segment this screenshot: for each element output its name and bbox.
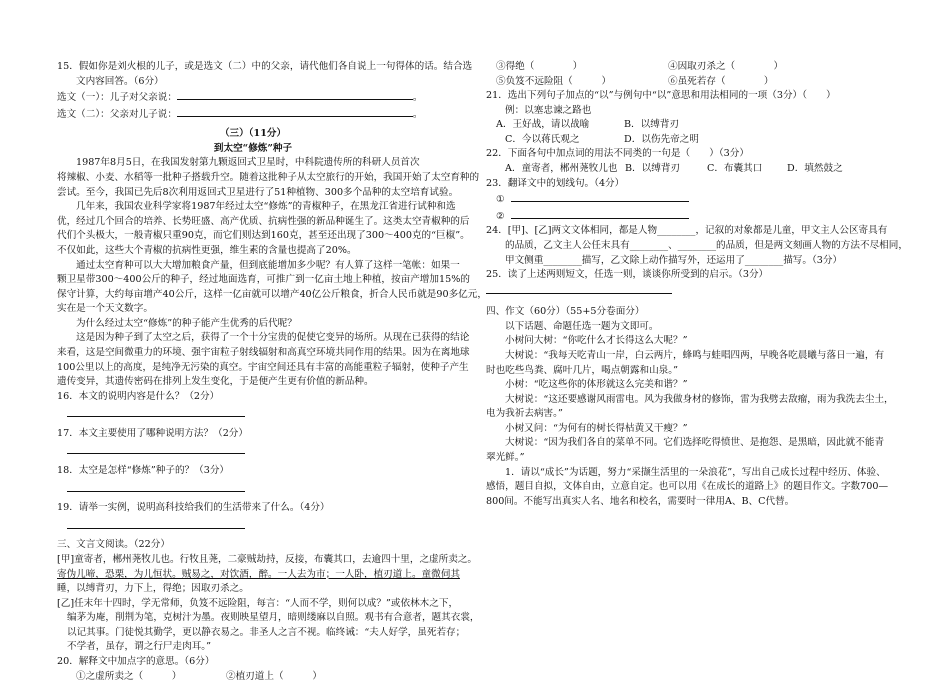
q20-item: ⑤负笈不远险阻（ ） <box>496 75 612 87</box>
text-yi-line: 编茅为庵，削荆为笔，克树汁为墨。夜则映星望月，暗则缕麻以自照。观书有合意者，题其衣裳， <box>67 612 480 624</box>
article-para-line: 优，经过几个回合的培养、长势旺盛、高产优质、抗病性强的新品种诞生了。这类太空青椒种的后 <box>57 215 470 227</box>
q20-items-row <box>486 60 886 75</box>
composition-line: 感悟，题目自拟，文体自由，立意自定。也可以用《在成长的道路上》的题目作文。字数700— <box>486 481 889 493</box>
q15-son-answer-row <box>57 89 449 106</box>
article-para-line: 这是因为种子到了太空之后，获得了一个十分宝贵的促使它变异的场所。从现在已获得的结论 <box>76 332 470 344</box>
q21-option[interactable]: B．以缚背刃 <box>624 119 680 131</box>
q15-text-cont: 文内容回答。（6分） <box>76 75 164 87</box>
composition-line: 1．请以“成长”为话题，努力“采撷生活里的一朵浪花”，写出自己成长过程中经历、体验、 <box>505 466 886 478</box>
q15-father-label: 选文（二）：父亲对儿子说： <box>57 108 177 120</box>
q21-option[interactable]: C．今以蒋氏观之 <box>505 133 580 145</box>
article-para-line: 通过太空育种可以大大增加粮食产量，但到底能增加多少呢？有人算了这样一笔帐：如果一 <box>76 259 460 271</box>
text-jia-line: 寄伪儿啼，恐栗，为儿恒状。贼易之，对饮酒，醉。一人去为市；一人卧，植刃道上。童微伺其 <box>57 568 460 580</box>
q21-text: 21．选出下列句子加点的“以”与例句中“以”意思和用法相同的一项（3分）（ ） <box>486 90 836 102</box>
q15-son-answer-line[interactable] <box>177 89 413 100</box>
q21-option[interactable]: A．王好战，请以战喻 <box>496 119 590 131</box>
article-para-line: 100公里以上的高度，是纯净无污染的真空。宇宙空间还具有丰富的高能重粒子辐射，使种子产生 <box>57 361 469 373</box>
composition-intro: 以下话题、命题任选一题为文即可。 <box>505 320 659 332</box>
q20-item: ④因取刃杀之（ ） <box>668 61 784 72</box>
q17-text: 17．本文主要使用了哪种说明方法？（2分） <box>57 427 248 439</box>
text-yi-line: [乙]任末年十四时，学无常师，负笈不远险阻，每言：“人而不学，则何以成？”或依林木之下， <box>57 597 459 609</box>
composition-line: 小树又问：“为何有的树长得枯黄又干瘦？” <box>505 422 688 434</box>
article-para-line: 为什么经过太空“修炼”的种子能产生优秀的后代呢？ <box>76 317 297 329</box>
q19-text: 19．请举一实例，说明高科技给我们的生活带来了什么。（4分） <box>57 502 330 514</box>
q20-item: ③得绝（ ） <box>496 61 583 72</box>
q18-answer-line[interactable] <box>67 481 245 492</box>
q15-father-answer-row <box>57 106 449 123</box>
q15-father-answer-line[interactable] <box>177 106 413 117</box>
article-para-line: 实在是一个天文数字。 <box>57 303 153 315</box>
q21-option[interactable]: D．以伤先帝之明 <box>624 133 699 145</box>
q23-answer-line[interactable] <box>511 191 689 202</box>
q15-son-label: 选文（一）：儿子对父亲说： <box>57 92 177 104</box>
q23-mark: ② <box>496 210 505 222</box>
q20-text: 20．解释文中加点字的意思。（6分） <box>57 655 215 667</box>
article-para-line: 1987年8月5日，在我国发射第九颗返回式卫星时，中科院遗传所的科研人员首次 <box>76 157 420 169</box>
article-para-line: 来看，这是空间微重力的环境、强宇宙粒子射线辐射和高真空环境共同作用的结果。因为在离地球 <box>57 346 470 358</box>
composition-line: 小树：“吃这些你的体形就这么完美和谐？” <box>505 379 688 391</box>
article-para-line: 尝试。至今，我国已先后8次利用返回式卫星进行了51种植物、300多个品种的太空培育试验。 <box>57 186 459 198</box>
composition-line: 翠光鲜。” <box>486 452 525 464</box>
composition-line: 大树说：“我每天吃青山一岸，白云两片，蜂鸣与蛙唱四两，早晚各吃晨曦与落日一遍，有 <box>505 349 885 361</box>
q22-option[interactable]: B．以缚背刃 <box>625 163 681 175</box>
article-para-line: 将辣椒、小麦、水稻等一批种子搭载升空。随着这批种子从太空旅行的开始，我国开始了太空育种的 <box>57 172 480 184</box>
q24-text: 的品质，乙文主人公任末具有________、________的品质，但是两文刻画人物的方法不尽相同， <box>505 239 908 251</box>
composition-line: 大树说：“这还要感谢风雨雷电。风为我做身材的修饰，雷为我劈去敌瘤，雨为我洗去尘土， <box>505 393 894 405</box>
composition-heading: 四、作文（60分）（55+5分卷面分） <box>486 306 645 318</box>
q16-answer-line[interactable] <box>67 406 245 417</box>
composition-line: 小树问大树：“你吃什么才长得这么大呢？” <box>505 335 688 347</box>
q22-option[interactable]: D．填然鼓之 <box>787 163 843 175</box>
q20-item: ②植刃道上（ ） <box>226 670 322 682</box>
composition-line: 时也吃些鸟粪、腐叶几片，喝点朝露和山泉。” <box>486 364 678 376</box>
section3-heading: （三）（11分） <box>219 128 287 140</box>
q22-option[interactable]: A．童寄者，郴州荛牧儿也 <box>505 163 618 175</box>
q18-text: 18．太空是怎样“修炼”种子的？（3分） <box>57 465 230 477</box>
q16-text: 16．本文的说明内容是什么？（2分） <box>57 390 220 402</box>
article-para-line: 颗卫星带300～400公斤的种子，经过地面选育，可推广到一亿亩土地上种植，按亩产增加15%的 <box>57 274 470 286</box>
classical-heading: 三、文言文阅读。（22分） <box>57 539 170 551</box>
article-title: 到太空“修炼”种子 <box>213 142 293 154</box>
q20-item: ①之虚所卖之（ ） <box>76 670 182 682</box>
end-mark: 。 <box>412 92 423 104</box>
text-yi-line: 不学者，虽存，谓之行尸走肉耳。” <box>67 641 212 653</box>
q22-options-row <box>486 162 886 177</box>
q25-text: 25．读了上述两则短文，任选一则，谈谈你所受到的启示。（3分） <box>486 269 769 281</box>
q20-item: ⑥虽死若存（ ） <box>668 75 774 87</box>
left-column <box>57 60 487 684</box>
article-para-line: 代们个头极大，一般青椒只重90克，而它们则达到160克，甚至还出现了300～400克的“巨椒”。 <box>57 230 470 242</box>
article-para-line: 遗传变异，其遗传密码在排列上发生变化，于是便产生更有价值的新品种。 <box>57 376 374 388</box>
q23-text: 23．翻译文中的划线句。（4分） <box>486 177 625 189</box>
q17-answer-line[interactable] <box>67 443 245 454</box>
q24-text: 甲文侧重________描写，乙文除上动作描写外，还运用了________描写。（3分） <box>505 254 843 266</box>
article-para-line: 几年来，我国农业科学家将1987年经过太空“修炼”的青椒种子，在黑龙江省进行试种和选 <box>76 201 456 213</box>
q23-answer-line[interactable] <box>511 208 689 219</box>
article-para-line: 保守计算，大约每亩增产40公斤，这样一亿亩就可以增产40亿公斤粮食，折合人民币就是90多亿元， <box>57 288 487 300</box>
q23-answer-row <box>486 208 886 225</box>
right-column <box>486 60 908 509</box>
q23-mark: ① <box>496 194 505 206</box>
composition-line: 大树说：“因为我们各自的菜单不同。它们选择吃得愤世、是抱怨、是黑暗，因此就不能青 <box>505 437 885 449</box>
text-jia-line: [甲]童寄者，郴州荛牧儿也。行牧且荛，二豪贼劫持，反接，布囊其口，去逾四十里，之虚所卖之。 <box>57 553 478 565</box>
text-yi-line: 以记其事。门徒悦其勤学，更以静衣易之。非圣人之言不视。临终诫：“夫人好学，虽死若存； <box>67 626 466 638</box>
text-jia-line: 睡，以缚背刃，力下上，得绝；因取刃杀之。 <box>57 583 249 595</box>
q21-options-row <box>486 118 886 133</box>
q23-answer-row <box>486 191 886 208</box>
q21-example: 例：以塞忠谏之路也 <box>505 104 592 116</box>
composition-line: 电为我祈去病害。” <box>486 408 563 420</box>
end-mark: 。 <box>412 108 423 120</box>
article-para-line: 不仅如此，这些大个青椒的抗病性更强，维生素的含量也提高了20%。 <box>57 244 357 256</box>
composition-line: 800间。不能写出真实人名、地名和校名，需要时一律用A、B、C代替。 <box>486 495 795 507</box>
q19-answer-line[interactable] <box>67 518 245 529</box>
q22-option[interactable]: C．布囊其口 <box>707 163 763 175</box>
q24-text: 24．[甲]、[乙]两文文体相同，都是人物________，记叙的对象都是儿童，甲文主人公区寄具有 <box>486 225 888 237</box>
q22-text: 22．下面各句中加点词的用法不同类的一句是（ ）（3分） <box>486 148 749 160</box>
q15-text: 15．假如你是刘火根的儿子，或是选文（二）中的父亲，请代他们各自说上一句得体的话。结合选 <box>57 61 473 72</box>
q25-answer-line[interactable] <box>486 283 672 294</box>
q20-items-row <box>486 75 886 90</box>
q21-options-row <box>486 133 886 148</box>
